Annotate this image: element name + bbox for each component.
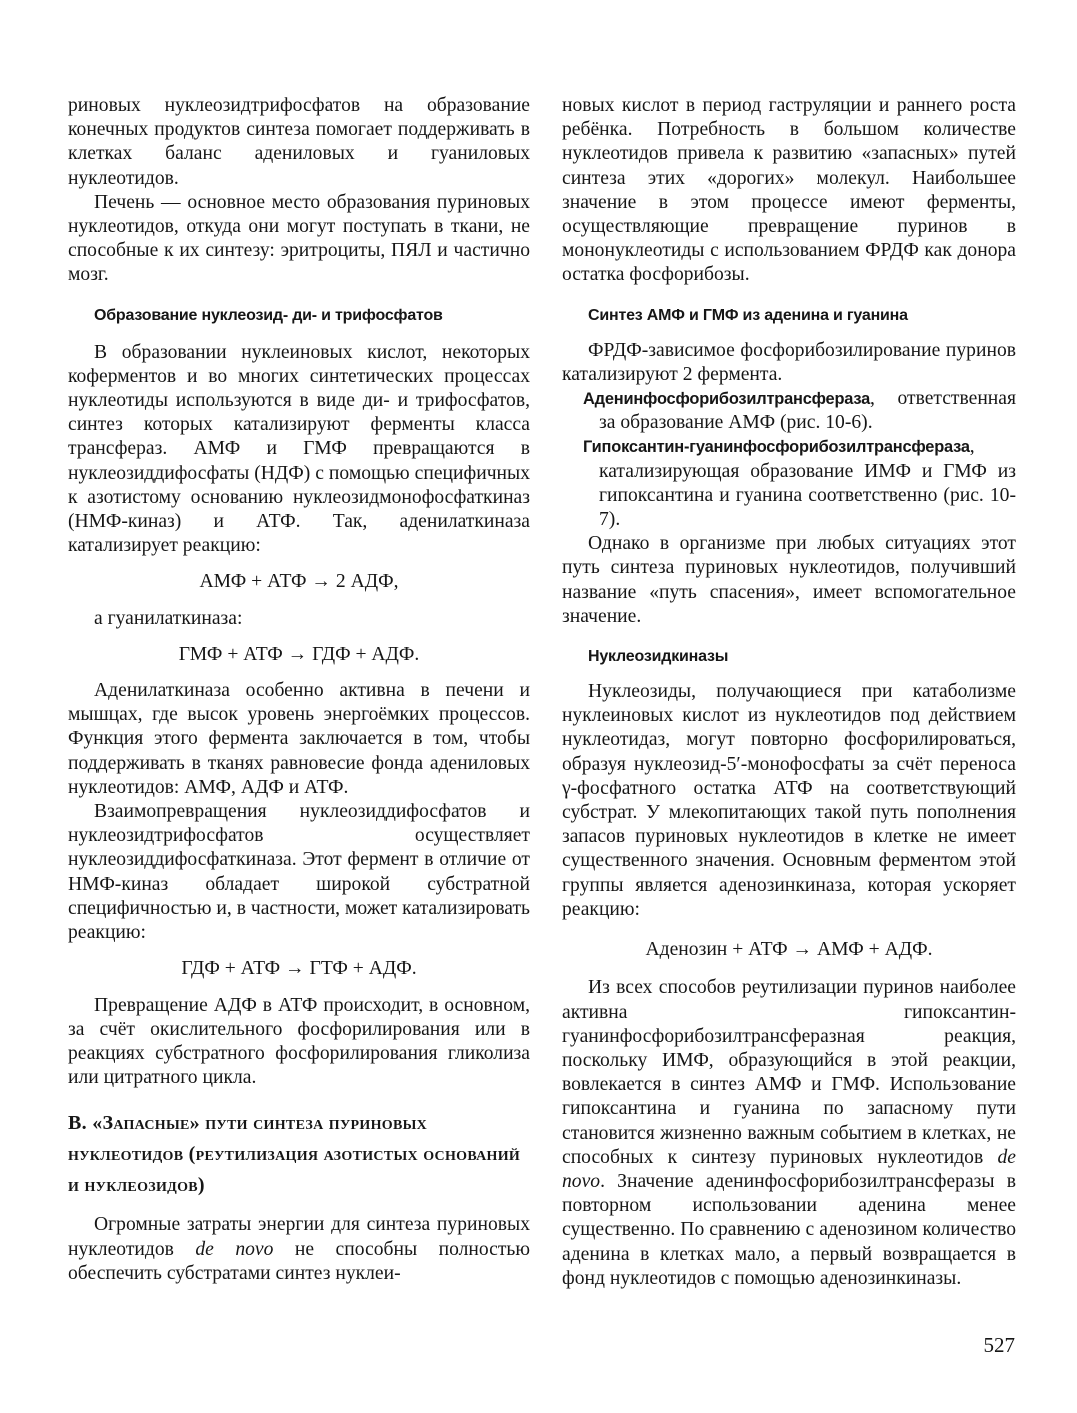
enzyme-name: Гипоксантин-гуанинфосфорибозилтрансфераза <box>583 438 970 457</box>
paragraph: новых кислот в период гаструляции и раннего роста ребёнка. Потребность в большом количестве нуклеотидов привела к развитию «запасных» путей синтеза этих «дорогих» молекул. Наибольшее значение в этом процессе имеют ферменты, осуществляющие превращение пуринов в мононуклеотиды с использованием ФРДФ как донора остатка фосфорибозы. <box>562 95 1016 286</box>
enzyme-item <box>562 435 1016 532</box>
paragraph: Аденилаткиназа особенно активна в печени и мышцах, где высок уровень энергоёмких процессов. Функция этого фермента заключается в том, чтобы поддерживать в тканях равновесие фонда адениловых нуклеотидов: АМФ, АДФ и АТФ. <box>68 680 530 798</box>
paragraph-text: . Значение аденинфосфорибозилтрансферазы в повторном использовании аденина менее существенно. По сравнению с аденозином количество аденина в клетках мало, а первый возвращается в фонд нуклеотидов с помощью аденозинкиназы. <box>562 1170 1016 1289</box>
enzyme-description: , ответственная за образование АМФ (рис. 10-6). <box>599 388 1016 434</box>
subheading-nucleoside-kinases: Нуклеозидкиназы <box>588 648 729 666</box>
subheading-amp-gmp-synthesis: Синтез АМФ и ГМФ из аденина и гуанина <box>588 306 908 324</box>
section-heading: В. «Запасные» пути синтеза пуриновых нуклеотидов (реутилизация азотистых оснований и нуклеозидов) <box>68 1112 521 1197</box>
paragraph: риновых нуклеозидтрифосфатов на образование конечных продуктов синтеза помогает поддерживать в клетках баланс адениловых и гуаниловых нуклеотидов. <box>68 95 530 189</box>
paragraph: Однако в организме при любых ситуациях этот путь синтеза пуриновых нуклеотидов, получивший название «путь спасения», имеет вспомогательное значение. <box>562 533 1016 627</box>
latin-term: de novo <box>195 1238 274 1260</box>
paragraph <box>562 976 1016 1291</box>
reaction-formula: ГМФ + АТФ → ГДФ + АДФ. <box>178 643 420 665</box>
enzyme-item <box>562 387 1016 435</box>
reaction-formula: АМФ + АТФ → 2 АДФ, <box>199 571 399 593</box>
paragraph: Взаимопревращения нуклеозиддифосфатов и нуклеозидтрифосфатов осуществляет нуклеозиддифосфаткиназа. Этот фермент в отличие от НМФ-киназ обладает широкой субстратной специфичностью и, в частности, может катализировать реакцию: <box>68 801 530 944</box>
paragraph-text: Из всех способов реутилизации пуринов наиболее активна гипоксантин-гуанинфосфорибозилтрансферазная реакция, поскольку ИМФ, образующийся в этой реакции, вовлекается в синтез АМФ и ГМФ. Использование гипоксантина и гуанина по запасному пути становится жизненно важным событием в клетках, не способных к синтезу пуриновых нуклеотидов <box>562 977 1016 1168</box>
paragraph: Нуклеозиды, получающиеся при катаболизме нуклеиновых кислот из нуклеотидов под действием нуклеотидаз, могут повторно фосфорилироваться, образуя нуклеозид-5′-монофосфаты за счёт переноса γ-фосфатного остатка АТФ на соответствующий субстрат. У млекопитающих такой путь пополнения запасов пуриновых нуклеотидов в клетке не имеет существенного значения. Основным ферментом этой группы является аденозинкиназа, которая ускоряет реакцию: <box>562 681 1016 920</box>
right-column <box>562 94 1016 1291</box>
left-column <box>68 94 530 1286</box>
reaction-formula: Аденозин + АТФ → АМФ + АДФ. <box>645 939 933 961</box>
reaction-formula: ГДФ + АТФ → ГТФ + АДФ. <box>181 958 417 980</box>
paragraph: В образовании нуклеиновых кислот, некоторых коферментов и во многих синтетических процессах нуклеотиды используются в виде ди- и трифосфатов, синтез которых катализируют ферменты класса трансфераз. АМФ и ГМФ превращаются в нуклеозиддифосфаты (НДФ) с помощью специфичных к азотистому основанию нуклеозидмонофосфаткиназ (НМФ-киназ) и АТФ. Так, аденилаткиназа катализирует реакцию: <box>68 341 530 557</box>
paragraph: Печень — основное место образования пуриновых нуклеотидов, откуда они могут поступать в ткани, не способные к их синтезу: эритроциты, ПЯЛ и частично мозг. <box>68 191 530 286</box>
paragraph: ФРДФ-зависимое фосфорибозилирование пуринов катализируют 2 фермента. <box>562 339 1016 385</box>
paragraph-text: Огромные затраты энергии для синтеза пуриновых нуклеотидов <box>68 1214 530 1260</box>
paragraph: Превращение АДФ в АТФ происходит, в основном, за счёт окислительного фосфорилирования или в реакциях субстратного фосфорилирования гликолиза или цитратного цикла. <box>68 994 530 1089</box>
page-number: 527 <box>983 1333 1015 1357</box>
paragraph: а гуанилаткиназа: <box>94 607 243 629</box>
subheading-di-tri-phosphates: Образование нуклеозид- ди- и трифосфатов <box>94 306 443 324</box>
enzyme-name: Аденинфосфорибозилтрансфераза <box>583 390 871 409</box>
paragraph-text: не способны полностью обеспечить субстратами синтез нуклеи- <box>68 1238 531 1284</box>
enzyme-description: , катализирующая образование ИМФ и ГМФ из гипоксантина и гуанина соответственно (рис. 10-7). <box>599 436 1016 531</box>
paragraph <box>68 1213 530 1286</box>
latin-term: de novo <box>562 1146 1016 1192</box>
